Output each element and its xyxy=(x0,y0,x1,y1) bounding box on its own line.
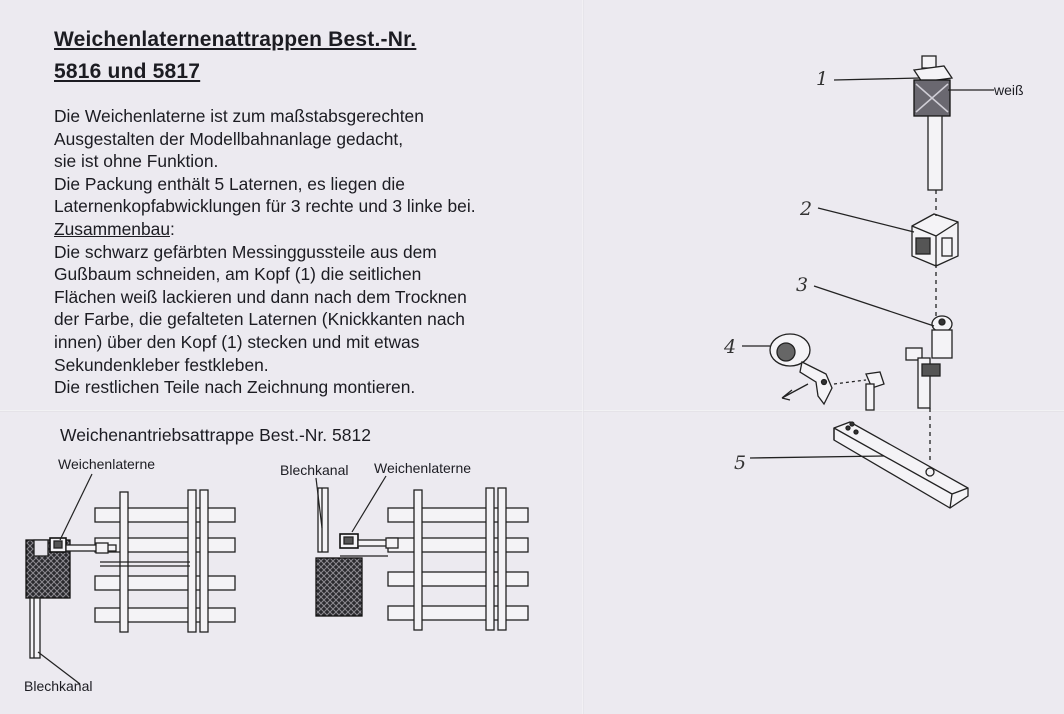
part-3-bracket xyxy=(906,316,952,408)
right-sleepers xyxy=(388,508,528,620)
instruction-line: Ausgestalten der Modellbahnanlage gedacht, xyxy=(54,128,404,149)
assembly-heading: Zusammenbau xyxy=(54,218,170,239)
left-sleepers xyxy=(95,508,235,622)
right-lantern-label: Weichenlaterne xyxy=(374,460,472,476)
instruction-line: Die Packung enthält 5 Laternen, es liegen die xyxy=(54,173,405,194)
document-title: Weichenlaternenattrappen Best.-Nr. xyxy=(54,28,417,51)
part-number-2: 2 xyxy=(800,198,813,220)
instruction-line: Die Weichenlaterne ist zum maßstabsgerechten xyxy=(54,106,424,126)
arrow-icon xyxy=(782,384,808,400)
instruction-line: sie ist ohne Funktion. xyxy=(54,151,219,172)
exploded-view xyxy=(742,56,994,508)
part-number-5: 5 xyxy=(734,452,747,474)
instruction-line: Sekundenkleber festkleben. xyxy=(54,354,269,375)
document-subtitle: 5816 und 5817 xyxy=(54,60,201,83)
part-2-sleeve xyxy=(912,214,958,266)
right-channel-label: Blechkanal xyxy=(280,462,349,478)
part-5-base xyxy=(834,422,968,508)
drive-caption: Weichenantriebsattrappe Best.-Nr. 5812 xyxy=(60,425,371,445)
instruction-line: der Farbe, die gefalteten Laternen (Knickkanten nach xyxy=(54,309,465,330)
right-track-diagram xyxy=(316,476,528,630)
part-1-lantern-head xyxy=(914,56,952,190)
right-channel xyxy=(318,488,328,552)
lever-axis xyxy=(834,380,866,384)
part-4-lever xyxy=(770,334,884,410)
instruction-line: Die schwarz gefärbten Messinggussteile aus dem xyxy=(54,241,437,262)
instruction-line: Laternenkopfabwicklungen für 3 rechte und 3 linke bei. xyxy=(54,196,476,217)
instruction-line: innen) über den Kopf (1) stecken und mit etwas xyxy=(54,331,420,352)
instruction-line: Gußbaum schneiden, am Kopf (1) die seitlichen xyxy=(54,264,422,285)
left-channel xyxy=(30,598,40,658)
left-track-diagram xyxy=(26,474,235,684)
left-channel-label: Blechkanal xyxy=(24,678,93,694)
assembly-colon: : xyxy=(170,218,175,239)
part-number-3: 3 xyxy=(796,274,809,296)
right-drive-block xyxy=(316,558,362,616)
instruction-line: Die restlichen Teile nach Zeichnung montieren. xyxy=(54,377,416,398)
instruction-line: Flächen weiß lackieren und dann nach dem Trocknen xyxy=(54,286,467,307)
white-paint-label: weiß xyxy=(994,82,1024,98)
part-number-4: 4 xyxy=(724,336,737,358)
part-number-1: 1 xyxy=(816,68,829,90)
left-lantern-label: Weichenlaterne xyxy=(58,456,156,472)
